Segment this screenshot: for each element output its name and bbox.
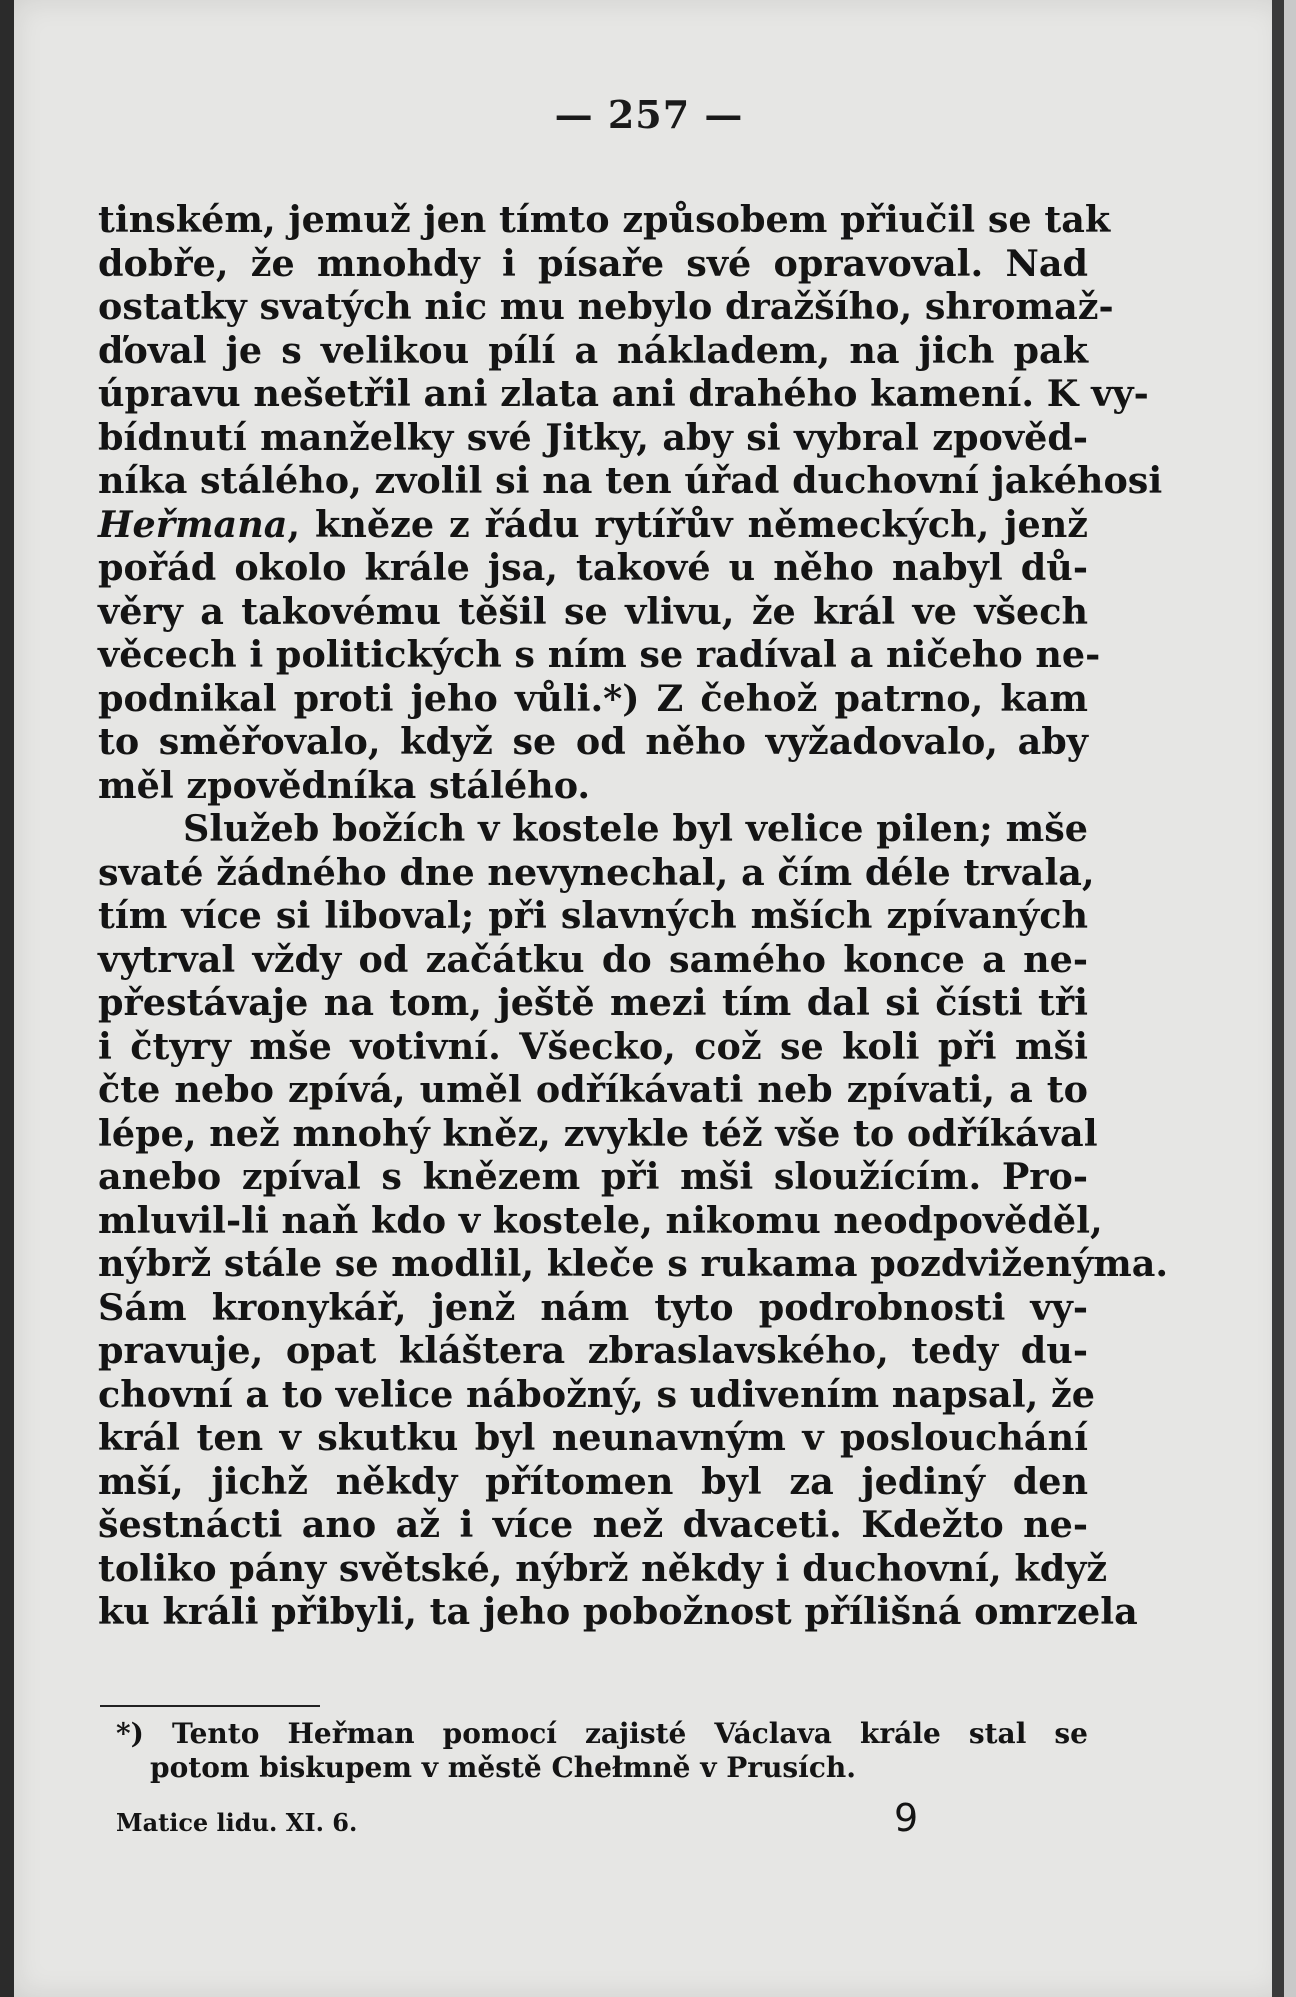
text-line: úpravu nešetřil ani zlata ani drahého kamení. K vy- (98, 372, 1149, 415)
text-line (98, 503, 1088, 547)
text-line: Sám kronykář, jenž nám tyto podrobnosti vy- (98, 1285, 1088, 1329)
text-line: to směřovalo, když se od něho vyžadovalo, aby (98, 720, 1088, 763)
text-line: toliko pány světské, nýbrž někdy i duchovní, když (98, 1546, 1108, 1590)
body-text (98, 198, 1169, 1634)
text-line: pořád okolo krále jsa, takové u něho nabyl dů- (98, 546, 1088, 589)
text-line: svaté žádného dne nevynechal, a čím déle trvala, (98, 850, 1095, 894)
text-line: ostatky svatých nic mu nebylo dražšího, shromaž- (98, 285, 1114, 328)
page-edge-right (1272, 0, 1284, 1997)
text-line: přestávaje na tom, ještě mezi tím dal si čísti tři (98, 981, 1088, 1024)
text-line: tinském, jemuž jen tímto způsobem přiučil se tak (98, 198, 1111, 241)
text-line: mluvil-li naň kdo v kostele, nikomu neodpověděl, (98, 1198, 1103, 1242)
footnote (116, 1717, 1088, 1785)
text-line: bídnutí manželky své Jitky, aby si vybral zpověd- (98, 415, 1088, 459)
text-line: měl zpovědníka stálého. (98, 763, 591, 807)
text-line: chovní a to velice nábožný, s udivením napsal, že (98, 1372, 1095, 1416)
text-line: dobře, že mnohdy i písaře své opravoval. Nad (98, 241, 1088, 285)
book-page (14, 0, 1284, 1997)
text-line: mší, jichž někdy přítomen byl za jediný den (98, 1459, 1088, 1503)
italic-name: Heřmana (98, 502, 288, 546)
printer-signature: Matice lidu. XI. 6. (116, 1808, 358, 1837)
text-line: anebo zpíval s knězem při mši sloužícím. Pro- (98, 1155, 1088, 1198)
sheet-number: 9 (894, 1796, 919, 1840)
text-line-rest: , kněze z řádu rytířův německých, jenž (287, 502, 1088, 546)
text-line: pravuje, opat kláštera zbraslavského, tedy du- (98, 1329, 1088, 1372)
text-line: tím více si liboval; při slavných mších zpívaných (98, 894, 1088, 937)
text-line: ďoval je s velikou pílí a nákladem, na jich pak (98, 328, 1088, 372)
footnote-line: potom biskupem v městě Chełmně v Prusích. (150, 1751, 856, 1784)
text-line: nýbrž stále se modlil, kleče s rukama pozdviženýma. (98, 1242, 1169, 1285)
text-line: vytrval vždy od začátku do samého konce a ne- (98, 937, 1088, 981)
text-line: věry a takovému těšil se vlivu, že král ve všech (98, 589, 1088, 633)
footnote-divider (100, 1705, 320, 1707)
text-line: věcech i politických s ním se radíval a ničeho ne- (98, 633, 1101, 676)
text-line: Služeb božích v kostele byl velice pilen; mše (183, 807, 1088, 850)
text-line: níka stálého, zvolil si na ten úřad duchovní jakéhosi (98, 459, 1163, 502)
text-line: podnikal proti jeho vůli.*) Z čehož patrno, kam (98, 676, 1088, 720)
page-number: — 257 — (554, 92, 744, 137)
text-line: lépe, než mnohý kněz, zvykle též vše to odříkával (98, 1111, 1098, 1155)
footnote-line: *) Tento Heřman pomocí zajisté Václava krále stal se (116, 1717, 1088, 1750)
text-line: šestnácti ano až i více než dvaceti. Kdežto ne- (98, 1503, 1088, 1546)
text-line: král ten v skutku byl neunavným v poslouchání (98, 1416, 1088, 1459)
text-line: i čtyry mše votivní. Všecko, což se koli při mši (98, 1024, 1088, 1068)
text-line: ku králi přibyli, ta jeho pobožnost přílišná omrzela (98, 1590, 1138, 1633)
page-edge-left (0, 0, 14, 1997)
text-line: čte nebo zpívá, uměl odříkávati neb zpívati, a to (98, 1068, 1088, 1111)
